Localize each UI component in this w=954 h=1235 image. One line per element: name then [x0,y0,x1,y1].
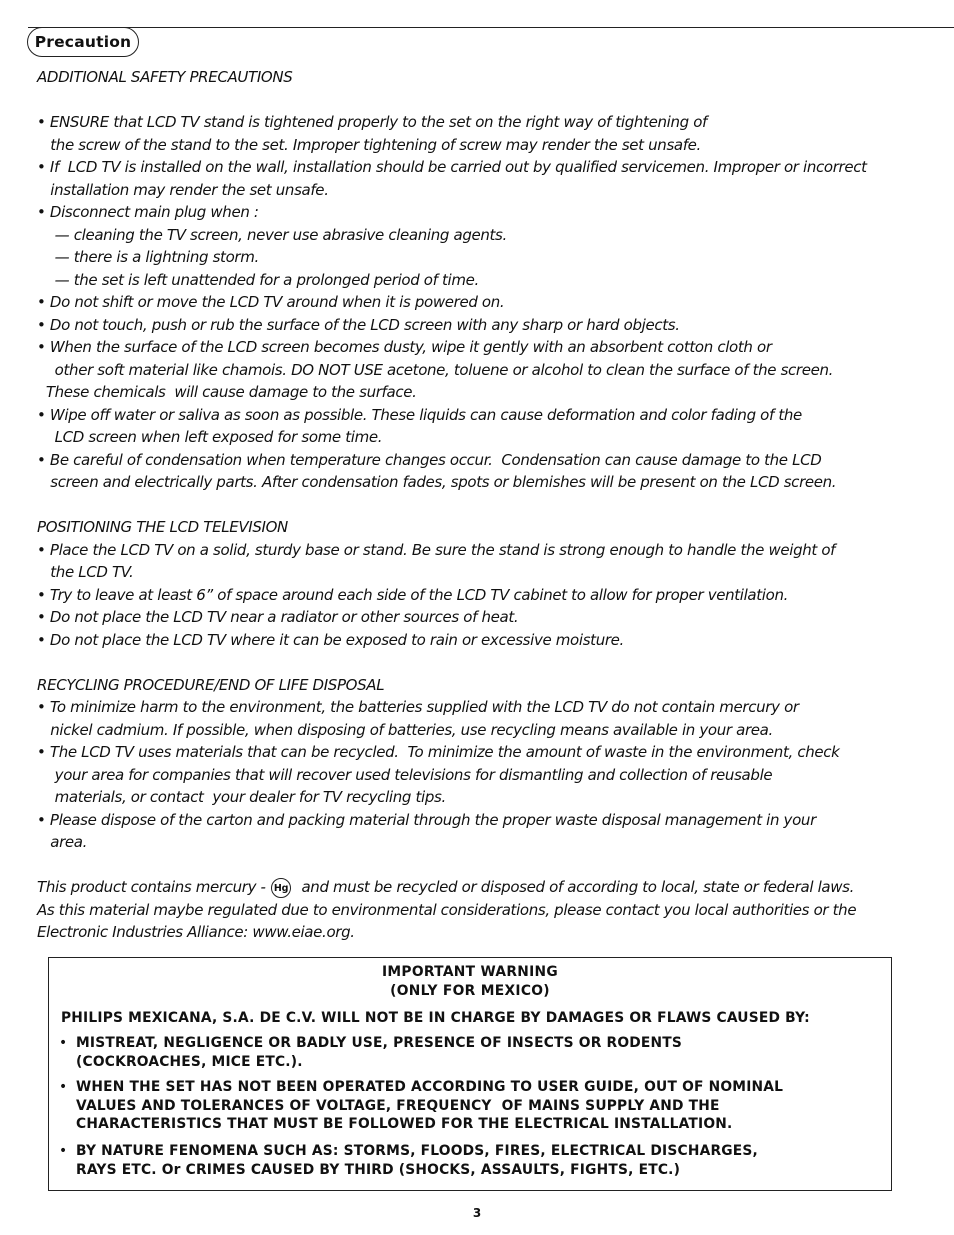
body-line: • Do not touch, push or rub the surface of the LCD screen with any sharp or hard objects. [37,315,680,334]
body-line: • Disconnect main plug when : [37,203,259,221]
body-line: RECYCLING PROCEDURE/END OF LIFE DISPOSAL [37,675,385,694]
bullet-icon: • [59,1035,68,1051]
warning-item-text [76,1078,783,1134]
body-line: POSITIONING THE LCD TELEVISION [37,518,288,536]
body-line: area. [37,833,88,851]
body-line: ADDITIONAL SAFETY PRECAUTIONS [37,68,293,86]
header-rule [28,27,954,28]
mercury-text-after: and must be recycled or disposed of according to local, state or federal laws. [297,878,855,896]
warning-title: IMPORTANT WARNING [381,964,559,980]
warning-item-line: (COCKROACHES, MICE ETC.). [76,1053,303,1070]
body-line: • When the surface of the LCD screen becomes dusty, wipe it gently with an absorbent cotton cloth or [37,338,772,356]
body-lines [37,66,917,876]
body-line: • Do not place the LCD TV where it can be exposed to rain or excessive moisture. [37,630,624,649]
body-line: the LCD TV. [37,563,134,581]
body-line: • Please dispose of the carton and packing material through the proper waste disposal management in your [37,810,816,829]
blank-line [37,494,917,517]
warning-lead: PHILIPS MEXICANA, S.A. DE C.V. WILL NOT BE IN CHARGE BY DAMAGES OR FLAWS CAUSED BY: [61,1010,810,1026]
warning-item-line: BY NATURE FENOMENA SUCH AS: STORMS, FLOODS, FIRES, ELECTRICAL DISCHARGES, [76,1143,759,1159]
bullet-icon: • [59,1079,68,1095]
body-line: other soft material like chamois. DO NOT USE acetone, toluene or alcohol to clean the surface of the screen. [37,360,834,379]
body-text [37,66,917,944]
warning-item-line: CHARACTERISTICS THAT MUST BE FOLLOWED FOR THE ELECTRICAL INSTALLATION. [76,1116,733,1132]
body-line: • Do not shift or move the LCD TV around when it is powered on. [37,293,505,311]
warning-subtitle: (ONLY FOR MEXICO) [390,983,550,999]
section-label: Precaution [27,27,139,57]
blank-line [37,651,917,674]
bullet-icon: • [59,1143,68,1159]
body-line: • Place the LCD TV on a solid, sturdy base or stand. Be sure the stand is strong enough to handle the weight of [37,540,836,559]
mercury-hg-icon: Hg [271,878,291,898]
body-line: • Be careful of condensation when temperature changes occur. Condensation can cause damage to the LCD [37,450,822,469]
body-line: These chemicals will cause damage to the surface. [37,383,417,401]
body-line: screen and electrically parts. After condensation fades, spots or blemishes will be present on the LCD screen. [37,473,837,491]
body-line: • To minimize harm to the environment, the batteries supplied with the LCD TV do not contain mercury or [37,698,799,716]
body-line: — the set is left unattended for a prolonged period of time. [37,270,479,289]
blank-line [37,89,917,112]
body-line: • If LCD TV is installed on the wall, installation should be carried out by qualified servicemen. Improper or incorrect [37,158,867,176]
important-warning-box [48,957,892,1191]
warning-item-line: VALUES AND TOLERANCES OF VOLTAGE, FREQUENCY OF MAINS SUPPLY AND THE [76,1097,720,1114]
warning-item-text [76,1142,758,1179]
warning-item-line: WHEN THE SET HAS NOT BEEN OPERATED ACCORDING TO USER GUIDE, OUT OF NOMINAL [76,1079,784,1095]
blank-line [37,854,917,877]
body-line: — cleaning the TV screen, never use abrasive cleaning agents. [37,225,507,244]
body-line: • Wipe off water or saliva as soon as possible. These liquids can cause deformation and color fading of the [37,405,802,424]
body-line: • The LCD TV uses materials that can be recycled. To minimize the amount of waste in the environment, check [37,743,840,761]
body-line: • Try to leave at least 6” of space around each side of the LCD TV cabinet to allow for proper ventilation. [37,585,789,604]
mercury-text-before: This product contains mercury - [37,878,271,896]
body-line: • Do not place the LCD TV near a radiator or other sources of heat. [37,608,519,626]
warning-item-line: MISTREAT, NEGLIGENCE OR BADLY USE, PRESENCE OF INSECTS OR RODENTS [76,1035,683,1051]
body-line: installation may render the set unsafe. [37,180,329,199]
body-line: materials, or contact your dealer for TV recycling tips. [37,788,446,806]
mercury-line [37,876,917,899]
body-line: nickel cadmium. If possible, when disposing of batteries, use recycling means available in your area. [37,720,773,739]
body-line: — there is a lightning storm. [37,248,259,266]
mercury-line-2: As this material maybe regulated due to environmental considerations, please contact you local authorities or the [37,900,857,919]
warning-item-text [76,1034,682,1071]
mercury-line-3: Electronic Industries Alliance: www.eiae.org. [37,923,355,941]
body-line: the screw of the stand to the set. Improper tightening of screw may render the set unsafe. [37,135,701,154]
body-line: LCD screen when left exposed for some time. [37,428,383,446]
warning-item-line: RAYS ETC. Or CRIMES CAUSED BY THIRD (SHOCKS, ASSAULTS, FIGHTS, ETC.) [76,1161,681,1178]
body-line: your area for companies that will recover used televisions for dismantling and collection of reusable [37,765,773,784]
page-number: 3 [472,1206,482,1220]
body-line: • ENSURE that LCD TV stand is tightened properly to the set on the right way of tightening of [37,113,707,131]
